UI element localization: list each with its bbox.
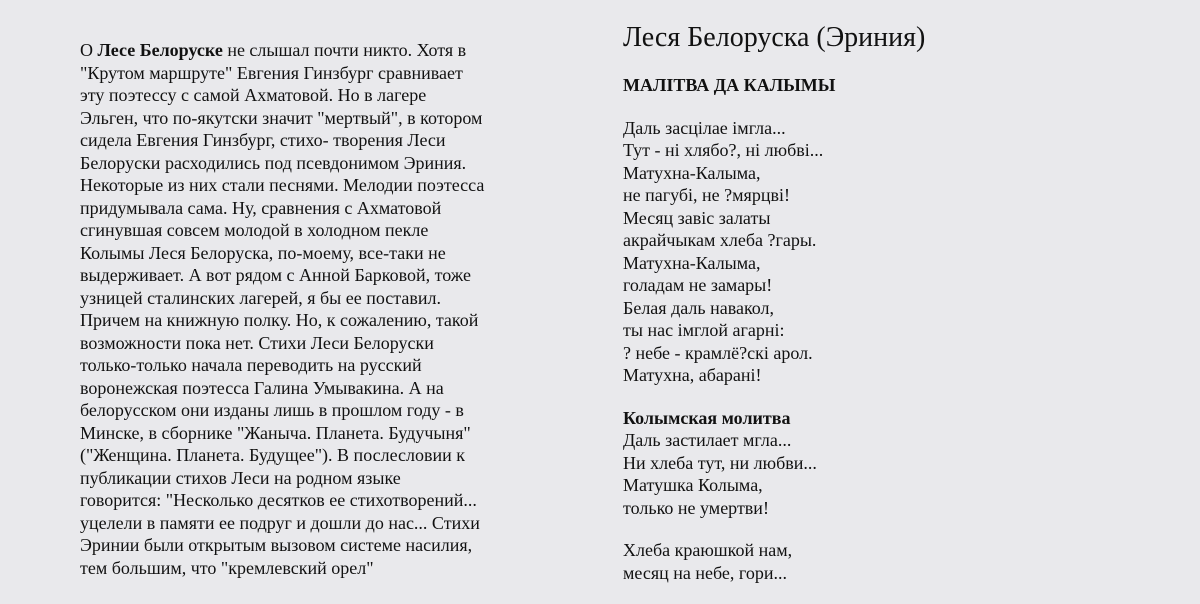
- poem-line: Даль застилает мгла...: [623, 430, 792, 450]
- poem-line: Матухна, абарані!: [623, 365, 762, 385]
- poem-line: не пагубі, не ?мярцві!: [623, 185, 790, 205]
- poem-line: Белая даль навакол,: [623, 297, 775, 318]
- poem-line: Матухна-Калыма,: [623, 162, 761, 183]
- article-paragraph: [80, 39, 520, 579]
- poem-line: Месяц завіс залаты: [623, 207, 771, 228]
- poem-line: Ни хлеба тут, ни любви...: [623, 452, 817, 473]
- stanza-russian: [623, 407, 1163, 520]
- article-body: не слышал почти никто. Хотя в "Крутом маршруте" Евгения Гинзбург сравнивает эту поэтессу с самой Ахматовой. Но в лагере Эльген, что по-якутски значит "мертвый", в котором сидела Евгения Гинзбург, стихо- творения Леси Белоруски расходились под псевдонимом Эриния. Некоторые из них стали песнями. Мелодии поэтесса придумывала сама. Ну, сравнения с Ахматовой сгинувшая совсем молодой в холодном пекле Колымы Леся Белоруска, по-моему, все-таки не выдерживает. А вот рядом с Анной Барковой, тоже узницей сталинских лагерей, я бы ее поставил. Причем на книжную полку. Но, к сожалению, такой возможности пока нет. Стихи Леси Белоруски только-только начала переводить на русский воронежская поэтесса Галина Умывакина. А на белорусском они изданы лишь в прошлом году - в Минске, в сборнике "Жаныча. Планета. Будучыня" ("Женщина. Планета. Будущее"). В послесловии к публикации стихов Леси на родном языке говорится: "Несколько десятков ее стихотворений... уцелели в памяти ее подруг и дошли до нас... Стихи Эринии были открытым вызовом системе насилия, тем большим, что "кремлевский орел": [80, 40, 485, 578]
- poem-line: только не умертви!: [623, 497, 769, 518]
- poem-line: Хлеба краюшкой нам,: [623, 540, 793, 560]
- stanza-russian-2: [623, 539, 1163, 584]
- intro-prefix: О: [80, 40, 98, 60]
- poem-title: Леся Белоруска (Эриния): [623, 22, 926, 53]
- author-name: Лесе Белоруске: [97, 40, 223, 60]
- poem-subheading: Колымская молитва: [623, 407, 791, 428]
- poem-line: ? небе - крамлё?скі арол.: [623, 342, 813, 363]
- poem-line: Матухна-Калыма,: [623, 252, 761, 273]
- poem-section: [623, 20, 1163, 604]
- poem-line: Тут - ні хлябо?, ні любві...: [623, 140, 824, 160]
- poem-line: голадам не замары!: [623, 275, 773, 295]
- poem-line: Матушка Колыма,: [623, 475, 763, 495]
- poem-line: ты нас імглой агарні:: [623, 320, 785, 340]
- poem-line: месяц на небе, гори...: [623, 562, 787, 583]
- poem-line: акрайчыкам хлеба ?гары.: [623, 230, 817, 250]
- poem-heading: МАЛІТВА ДА КАЛЫМЫ: [623, 75, 836, 95]
- stanza-belarusian: [623, 117, 1163, 387]
- poem-line: Даль засцілае імгла...: [623, 117, 786, 138]
- article-text: [80, 39, 520, 579]
